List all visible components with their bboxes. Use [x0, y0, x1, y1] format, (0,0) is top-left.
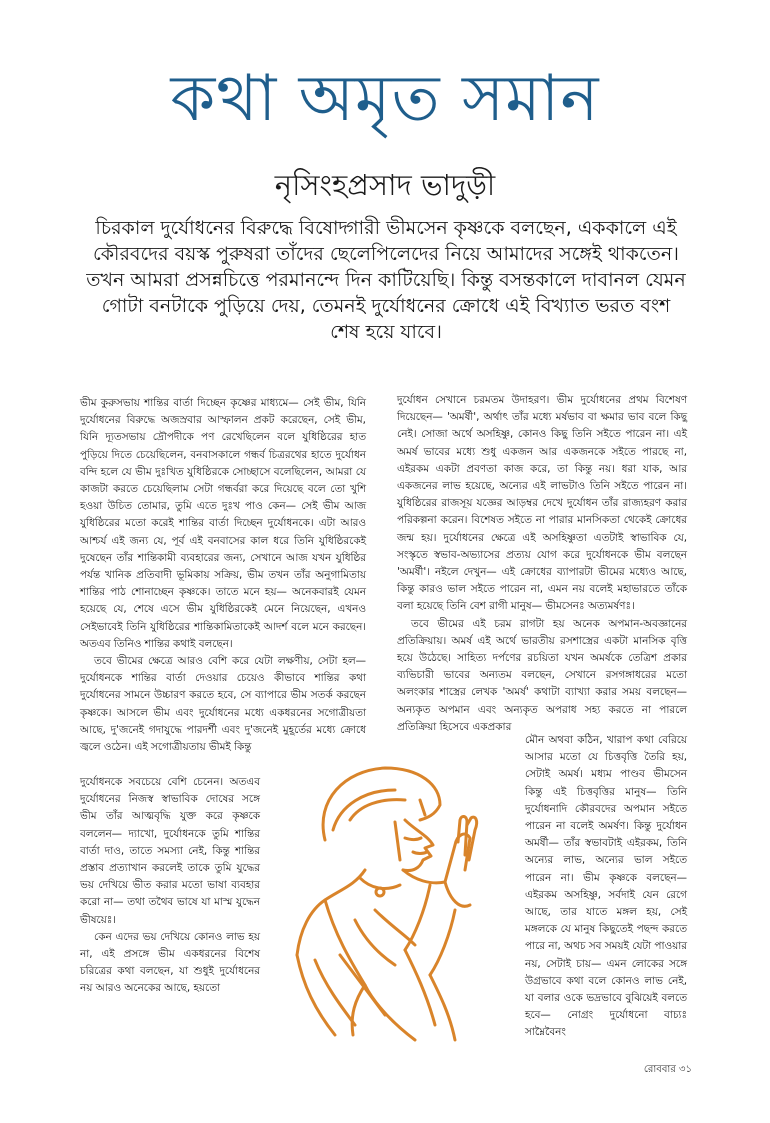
body-paragraph: কেন এদের ভয় দেখিয়ে কোনও লাভ হয় না, এই প্রসঙ্গে ভীম একধরনের বিশেষ চরিত্রের কথা বলছেন, যা শুধুই দুর্যোধনের নয় আরও অনেকের আছে, হয়তো	[80, 930, 260, 995]
body-paragraph: ভীম কুরুসভায় শান্তির বার্তা দিচ্ছেন কৃষ্ণের মাধ্যমে— সেই ভীম, যিনি দুর্যোধনের বিরুদ্ধে অজস্রবার আস্ফালন প্রকট করেছেন, সেই ভীম, যিনি দ্যূতসভায় দ্রৌপদীকে পণ রেখেছিলেন বলে যুধিষ্ঠিরের হাত পুড়িয়ে দিতে চেয়েছিলেন, বনবাসকালে গন্ধর্ব চিত্ররথের হাতে দুর্যোধন বন্দি হলে যে ভীম দুঃখিত যুধিষ্ঠিরকে সোচ্ছাসে বলেছিলেন, আমরা যে কাজটা করতে চেয়েছিলাম সেটা গন্ধর্বরা করে দিয়েছে বলে তো খুশি হওয়া উচিত তোমার, তুমি এতে দুঃখ পাও কেন— সেই ভীম আজ যুধিষ্ঠিরের মতো করেই শান্তির বার্তা দিচ্ছেন দুর্যোধনকে। এটা আরও আশ্চর্য এই জন্য যে, পূর্ব এই বনবাসের কাল ধরে তিনি যুধিষ্ঠিরকেই দুষেছেন তাঁর শান্তিকামী ব্যবহারের জন্য, সেখানে আজ যখন যুধিষ্ঠির পর্যন্ত খানিক প্রতিবাদী ভূমিকায় সক্রিয়, ভীম তখন তাঁর অনুগামিতায় শান্তির পাঠ শোনাচ্ছেন কৃষ্ণকে। তাতে মনে হয়— অনেকবারই যেমন হয়েছে যে, শেষে এসে ভীম যুধিষ্ঠিরকেই মেনে নিয়েছেন, এখনও সেইভাবেই তিনি যুধিষ্ঠিরের শান্তিকামিতাকেই আদর্শ বলে মনে করছেন। অতএব তিনিও শান্তির কথাই বলছেন।	[80, 397, 366, 650]
body-paragraph: তবে ভীমের ক্ষেত্রে আরও বেশি করে যেটা লক্ষণীয়, সেটা হল— দুর্যোধনকে শান্তির বার্তা দেওয়ার চেয়েও কীভাবে শান্তির কথা দুর্যোধনের সামনে উচ্চারণ করতে হবে, সে ব্যাপারে ভীম সতর্ক করছেন কৃষ্ণকে। আসলে ভীম এবং দুর্যোধনের মধ্যে একধরনের সগোত্রীয়তা আছে, দু'জনেই গদাযুদ্ধে পারদর্শী এবং দু'জনেই মুহূর্তের মধ্যে ক্রোধে জ্বলে ওঠেন। এই সগোত্রীয়তায় ভীমই কিন্তু	[80, 655, 366, 754]
body-paragraph: মৌন অথবা কঠিন, খারাপ কথা বেরিয়ে আসার মতো যে চিত্তবৃত্তি তৈরি হয়, সেটাই অমর্ষ। মধ্যম পাণ্ডব ভীমসেন কিন্তু এই চিত্তবৃত্তির মানুষ— তিনি দুর্যোধনাদি কৌরবদের অপমান সইতে পারেন না বলেই অমর্ষণ। কিন্তু দুর্যোধন অমর্ষী— তাঁর স্বভাবটাই এইরকম, তিনি অন্যের লাভ, অন্যের ভাল সইতে পারেন না। ভীম কৃষ্ণকে বলছেন— এইরকম অসহিষ্ণু, সর্বদাই যেন রেগে আছে, তার যাতে মঙ্গল হয়, সেই মঙ্গলকে যে মানুষ কিছুতেই পছন্দ করতে পারে না, অথচ সব সময়ই যেটা পাওয়ার নয়, সেটাই চায়— এমন লোকের সঙ্গে উগ্রভাবে কথা বলে কোনও লাভ নেই, যা বলার ওকে ভদ্রভাবে বুঝিয়েই বলতে হবে— নোগ্রং দুর্যোধনো বাচ্যঃ সাম্নৈবৈনং	[525, 734, 687, 1039]
column-right-wrap	[525, 732, 687, 1042]
body-paragraph: দুর্যোধনকে সবচেয়ে বেশি চেনেন। অতএব দুর্যোধনের নিজস্ব স্বাভাবিক দোষের সঙ্গে ভীম তাঁর আত্মবৃদ্ধি যুক্ত করে কৃষ্ণকে বললেন— দ্যাখো, দুর্যোধনকে তুমি শান্তির বার্তা দাও, তাতে সমস্যা নেই, কিন্তু শান্তির প্রস্তাব প্রত্যাখান করলেই তাকে তুমি যুদ্ধের ভয় দেখিয়ে ভীত করার মতো ভাষা ব্যবহার করো না— তথা তথৈব ভাষে যা মাস্ম যুদ্ধেন ভীষয়েঃ।	[80, 776, 260, 926]
intro-paragraph: চিরকাল দুর্যোধনের বিরুদ্ধে বিষোদ্গারী ভীমসেন কৃষ্ণকে বলছেন, এককালে এই কৌরবদের বয়স্ক পুরুষরা তাঁদের ছেলেপিলেদের নিয়ে আমাদের সঙ্গেই থাকতেন। তখন আমরা প্রসন্নচিত্তে পরমানন্দে দিন কাটিয়েছি। কিন্তু বসন্তকালে দাবানল যেমন গোটা বনটাকে পুড়িয়ে দেয়, তেমনই দুর্যোধনের ক্রোধে এই বিখ্যাত ভরত বংশ শেষ হয়ে যাবে।	[86, 217, 686, 343]
column-left	[80, 395, 366, 756]
page-title: কথা অমৃত সমান	[170, 62, 600, 136]
body-paragraph: তবে ভীমের এই চরম রাগটা হয় অনেক অপমান-অবজ্ঞানের প্রতিক্রিয়ায়। অমর্ষ এই অর্থে ভারতীয় রসশাস্ত্রের একটা মানসিক বৃত্তি হয়ে উঠেছে। সাহিত্য দর্পণের রচয়িতা যখন অমর্ষকে তেত্রিশ প্রকার ব্যভিচারী ভাবের অন্যতম বলছেন, সেখানে রসগঙ্গাধরের মতো অলংকার শাস্ত্রের লেখক 'অমর্ষ' কথাটা ব্যাখ্যা করার সময় বলছেন— অন্যকৃত অপমান এবং অন্যকৃত অপরাধ সহ্য করতে না পারলে প্রতিক্রিয়া হিসেবে একপ্রকার	[397, 617, 687, 733]
page-footer: রোববার ৩১	[643, 1064, 692, 1075]
bhima-illustration	[255, 760, 515, 1050]
column-right	[397, 392, 687, 736]
author-name: নৃসিংহপ্রসাদ ভাদুড়ী	[274, 168, 496, 202]
body-paragraph: দুর্যোধন সেখানে চরমতম উদাহরণ। ভীম দুর্যোধনের প্রথম বিশেষণ দিয়েছেন— 'অমর্ষী', অর্থাৎ তাঁর মধ্যে মর্ষভাব বা ক্ষমার ভাব বলে কিছু নেই। সোজা অর্থে অসহিষ্ণু, কোনও কিছু তিনি সইতে পারেন না। এই অমর্ষ ভাবের মধ্যে শুধু একজন আর একজনকে সইতে পারছে না, এইরকম একটা প্রবণতা কাজ করে, তা কিন্তু নয়। ধরা যাক, আর একজনের লাভ হয়েছে, অন্যের এই লাভটাও তিনি সইতে পারেন না। যুধিষ্ঠিরের রাজসূয় যজ্ঞের আড়ম্বর দেখে দুর্যোধন তাঁর রাজ্যহরণ করার পরিকল্পনা করেন। বিশেষত সইতে না পারার মানসিকতা থেকেই ক্রোধের জন্ম হয়। দুর্যোধনের ক্ষেত্রে এই অসহিষ্ণুতা এতটাই স্বাভাবিক যে, সংস্কৃতে স্বভাব-অভ্যাসের প্রত্যয় যোগ করে দুর্যোধনকে ভীম বলছেন 'অমর্ষী'। নইলে দেখুন— এই ক্রোধের ব্যাপারটা ভীমের মধ্যেও আছে, কিন্তু কারও ভাল সইতে পারেন না, এমন নয় বলেই মহাভারতে তাঁকে বলা হয়েছে তিনি বেশ রাগী মানুষ— ভীমসেনঃ অত্যমর্ষণঃ।	[397, 394, 687, 613]
column-left-wrap	[80, 774, 260, 998]
